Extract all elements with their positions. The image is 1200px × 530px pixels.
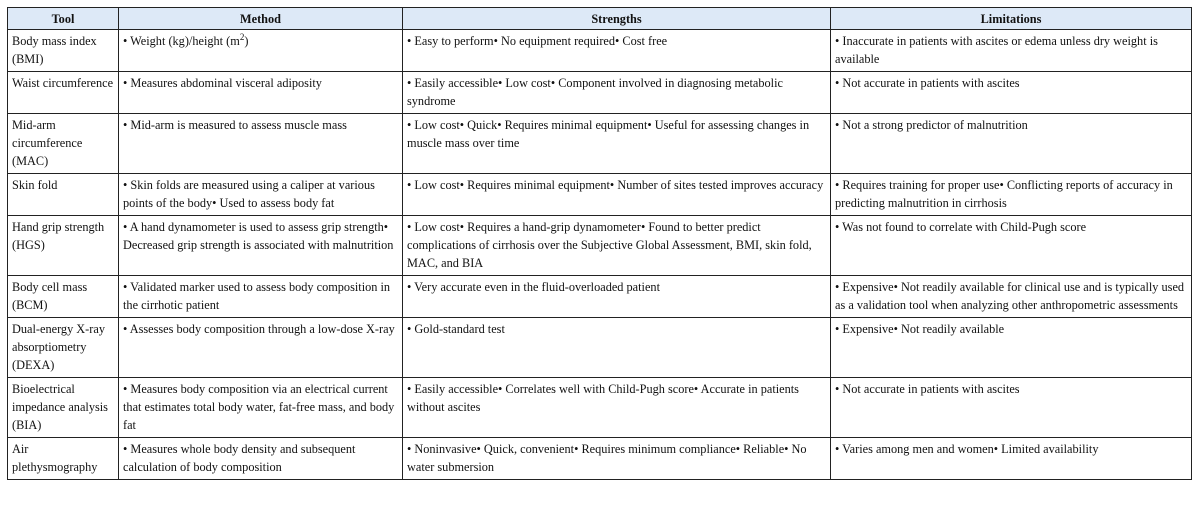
cell-limitations: • Not accurate in patients with ascites (831, 72, 1192, 114)
cell-tool: Mid-arm circumference (MAC) (8, 114, 119, 174)
cell-method: • Measures body composition via an electrical current that estimates total body water, fat-free mass, and body fat (119, 378, 403, 438)
cell-method: • Mid-arm is measured to assess muscle mass (119, 114, 403, 174)
table-row (8, 72, 1192, 114)
method-superscript: 2 (239, 31, 245, 42)
table-row (8, 30, 1192, 72)
cell-method: • Assesses body composition through a low-dose X-ray (119, 318, 403, 378)
cell-tool: Waist circumference (8, 72, 119, 114)
cell-tool: Bioelectrical impedance analysis (BIA) (8, 378, 119, 438)
table-row (8, 114, 1192, 174)
table-row (8, 438, 1192, 480)
table-row (8, 378, 1192, 438)
cell-tool: Body cell mass (BCM) (8, 276, 119, 318)
cell-limitations: • Requires training for proper use• Conflicting reports of accuracy in predicting malnutrition in cirrhosis (831, 174, 1192, 216)
cell-strengths: • Low cost• Quick• Requires minimal equipment• Useful for assessing changes in muscle mass over time (403, 114, 831, 174)
cell-limitations: • Not accurate in patients with ascites (831, 378, 1192, 438)
cell-strengths: • Noninvasive• Quick, convenient• Requires minimum compliance• Reliable• No water submersion (403, 438, 831, 480)
cell-limitations: • Varies among men and women• Limited availability (831, 438, 1192, 480)
cell-limitations: • Inaccurate in patients with ascites or edema unless dry weight is available (831, 30, 1192, 72)
cell-method: • A hand dynamometer is used to assess grip strength• Decreased grip strength is associated with malnutrition (119, 216, 403, 276)
cell-strengths: • Easily accessible• Correlates well with Child-Pugh score• Accurate in patients without ascites (403, 378, 831, 438)
header-limitations: Limitations (831, 8, 1192, 30)
cell-tool: Skin fold (8, 174, 119, 216)
table-row (8, 216, 1192, 276)
cell-method: • Measures abdominal visceral adiposity (119, 72, 403, 114)
cell-limitations: • Not a strong predictor of malnutrition (831, 114, 1192, 174)
cell-strengths: • Low cost• Requires a hand-grip dynamometer• Found to better predict complications of cirrhosis over the Subjective Global Assessment, BMI, skin fold, MAC, and BIA (403, 216, 831, 276)
cell-method (119, 30, 403, 72)
assessment-tools-table (7, 7, 1192, 480)
cell-method: • Measures whole body density and subsequent calculation of body composition (119, 438, 403, 480)
cell-strengths: • Very accurate even in the fluid-overloaded patient (403, 276, 831, 318)
cell-strengths: • Easily accessible• Low cost• Component involved in diagnosing metabolic syndrome (403, 72, 831, 114)
method-text: • Weight (kg)/height (m (123, 34, 240, 48)
table-header-row (8, 8, 1192, 30)
table-row (8, 318, 1192, 378)
cell-tool: Hand grip strength (HGS) (8, 216, 119, 276)
cell-strengths: • Low cost• Requires minimal equipment• Number of sites tested improves accuracy (403, 174, 831, 216)
cell-strengths: • Gold-standard test (403, 318, 831, 378)
cell-tool: Dual-energy X-ray absorptiometry (DEXA) (8, 318, 119, 378)
cell-strengths: • Easy to perform• No equipment required• Cost free (403, 30, 831, 72)
cell-limitations: • Expensive• Not readily available for clinical use and is typically used as a validation tool when analyzing other anthropometric assessments (831, 276, 1192, 318)
method-suffix: ) (244, 34, 249, 48)
header-strengths: Strengths (403, 8, 831, 30)
cell-method: • Validated marker used to assess body composition in the cirrhotic patient (119, 276, 403, 318)
table-row (8, 276, 1192, 318)
header-method: Method (119, 8, 403, 30)
cell-limitations: • Expensive• Not readily available (831, 318, 1192, 378)
header-tool: Tool (8, 8, 119, 30)
cell-limitations: • Was not found to correlate with Child-Pugh score (831, 216, 1192, 276)
cell-method: • Skin folds are measured using a caliper at various points of the body• Used to assess body fat (119, 174, 403, 216)
cell-tool: Air plethysmography (8, 438, 119, 480)
table-row (8, 174, 1192, 216)
cell-tool: Body mass index (BMI) (8, 30, 119, 72)
assessment-tools-table-container (7, 7, 1191, 480)
